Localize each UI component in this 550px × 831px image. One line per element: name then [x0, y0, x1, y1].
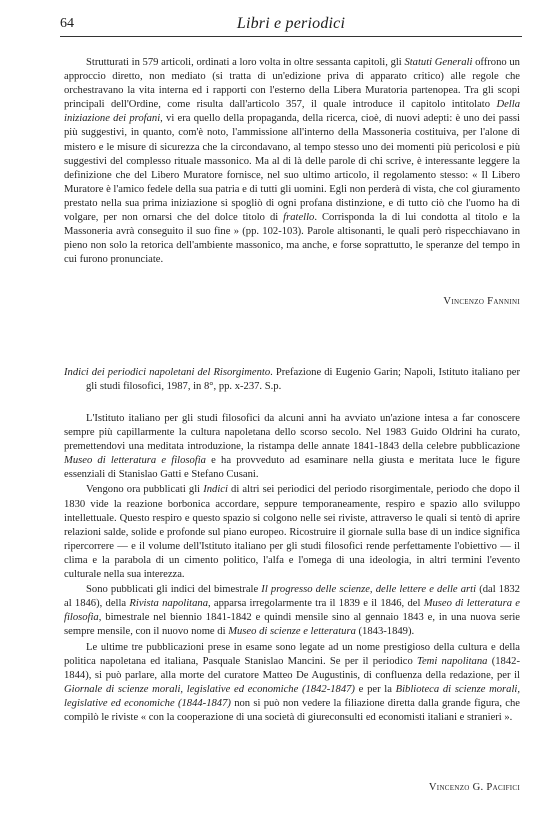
text-run: Vengono ora pubblicati gli [86, 484, 204, 496]
italic-text-run: Giornale di scienze morali, legislative ed economiche (1842-1847) [64, 683, 355, 695]
text-run: e per la [354, 683, 396, 695]
paragraph [64, 483, 520, 582]
paragraph [64, 56, 520, 267]
text-run: di altri sei periodici del periodo risorgimentale, periodo che dopo il 1830 vide la reazione borbonica accordare, seppure temporaneamente, respiro e spazio allo sviluppo intellettuale. Questo respiro e questo spazio si colgono nelle sei riviste, attraverso le quali si tentò di aprire relazioni salde, solide e profonde sul piano europeo. Ricostruire il giornale sulla base di un indice significa ripercorrere — e il volume dell'Istituto italiano per gli studi filosofici rende perfettamente l'obiettivo — il clima e la parabola di un cimento politico, l'alfa e l'omega di una ideologia, in altri termini l'evento culturale nella sua interezza. [64, 484, 520, 581]
review-2-body [64, 412, 520, 725]
review-2-bibliographic-entry [64, 366, 520, 394]
text-run: (dal 1832 al 1846), della [64, 584, 520, 610]
text-run: , bimestrale nel biennio 1841-1842 e quindi mensile sino al gennaio 1843 e, in una nuova serie sempre mensile, con il nuovo nome di [64, 612, 520, 638]
text-run: , apparsa irregolarmente tra il 1839 e il 1846, del [208, 598, 424, 610]
text-run: offrono un approccio diretto, non mediato (si tratta di un'edizione priva di apparato critico) alle regole che orchestravano la vita interna ed i rapporti con l'esterno della Libera Muratoria partenopea. Tra gli scopi principali dell'Ordine, come risulta dall'articolo 357, il quale introduce il capitolo intitolato [64, 57, 520, 111]
running-header [60, 14, 522, 37]
italic-text-run: Biblioteca di scienze morali, legislative ed economiche (1844-1847) [64, 683, 521, 709]
text-run: Sono pubblicati gli indici del bimestrale [86, 584, 262, 596]
paragraph [64, 641, 520, 726]
italic-text-run: Della iniziazione dei profani [64, 99, 520, 125]
text-run: (1842-1844), si può parlare, alla morte del curatore Matteo De Augustinis, di confluenza della redazione, per il [64, 655, 520, 681]
text-run: Strutturati in 579 articoli, ordinati a loro volta in oltre sessanta capitoli, gli [86, 57, 405, 68]
text-run: , vi era quello della propaganda, della ricerca, cioè, di nuovi adepti: è uno dei passi più suggestivi, in quanto, com'è noto, l'ammissione all'interno della Massoneria costituiva, per l'alone di mistero e le misure di sicurezza che la circondavano, al tempo stesso uno dei momenti più pericolosi e più suggestivi del complesso rituale massonico. Ma al di là delle parole di chi scrive, è interessante leggere la definizione che del Libero Muratore fornisce, nel suo ultimo articolo, il regolamento stesso: « Il Libero Muratore è l'amico fedele della sua patria e di tutti gli uomini. Egli non perderà di vista, che col giuramento prestato nella sua prima iniziazione si spogliò di ogni profana distinzione, e di tutto ciò che l'uomo ha di volgare, per non ornarsi che del dolce titolo di [64, 113, 520, 224]
italic-text-run: Rivista napolitana [129, 598, 209, 610]
text-run: . Corrisponda la di lui condotta al titolo e la Massoneria avrà conseguito il suo fine » (pp. 102-103). Parole altisonanti, le quali però rispecchiavano in pieno non solo la retorica dell'ambiente massonico, ma anche, e forse soprattutto, le speranze del tempo in cui furono pronunciate. [64, 212, 520, 266]
paragraph [64, 583, 520, 639]
italic-text-run: Museo di letteratura e filosofia [64, 598, 520, 624]
italic-text-run: fratello [283, 212, 315, 224]
paragraph [64, 412, 520, 482]
review-1-body [64, 56, 520, 267]
entry-text: . Prefazione di Eugenio Garin; Napoli, Istituto italiano per gli studi filosofici, 1987, in 8°, pp. x-237. S.p. [86, 367, 520, 393]
italic-text-run: Il progresso delle scienze, delle lettere e delle arti [261, 584, 477, 596]
italic-text-run: Indici [203, 484, 228, 496]
text-run: (1843-1849). [355, 626, 415, 638]
text-run: e ha provveduto ad esaminare nella giusta e meritata luce le figure essenziali di Stanislao Gatti e Stefano Cusani. [64, 455, 520, 481]
review-1-signature: Vincenzo Fannini [443, 296, 520, 307]
text-run: non si può non vedere la filiazione diretta dalla grande figura, che compilò le riviste « con la cooperazione di una società di giureconsulti ed economisti italiani e stranieri ». [64, 697, 520, 723]
running-title: Libri e periodici [236, 15, 346, 32]
italic-text-run: Statuti Generali [404, 57, 473, 68]
page-number: 64 [60, 16, 74, 31]
italic-text-run: Temi napolitana [417, 655, 488, 667]
text-run: L'Istituto italiano per gli studi filosofici da alcuni anni ha avviato un'azione intesa a far conoscere sempre più capillarmente la cultura napoletana dello scorso secolo. Nel 1983 Guido Oldrini ha curato, premettendovi una meditata introduzione, la ristampa delle annate 1841-1843 della celebre pubblicazione [64, 413, 520, 453]
text-run: Le ultime tre pubblicazioni prese in esame sono legate ad un nome prestigioso della cultura e della politica napoletana ed italiana, Pasquale Stanislao Mancini. Se per il periodico [64, 641, 520, 667]
italic-text-run: Museo di scienze e letteratura [228, 626, 356, 638]
italic-text-run: Museo di letteratura e filosofia [64, 455, 206, 467]
italic-entry-text: Indici dei periodici napoletani del Risorgimento [64, 367, 271, 378]
review-2-signature: Vincenzo G. Pacifici [428, 782, 520, 793]
